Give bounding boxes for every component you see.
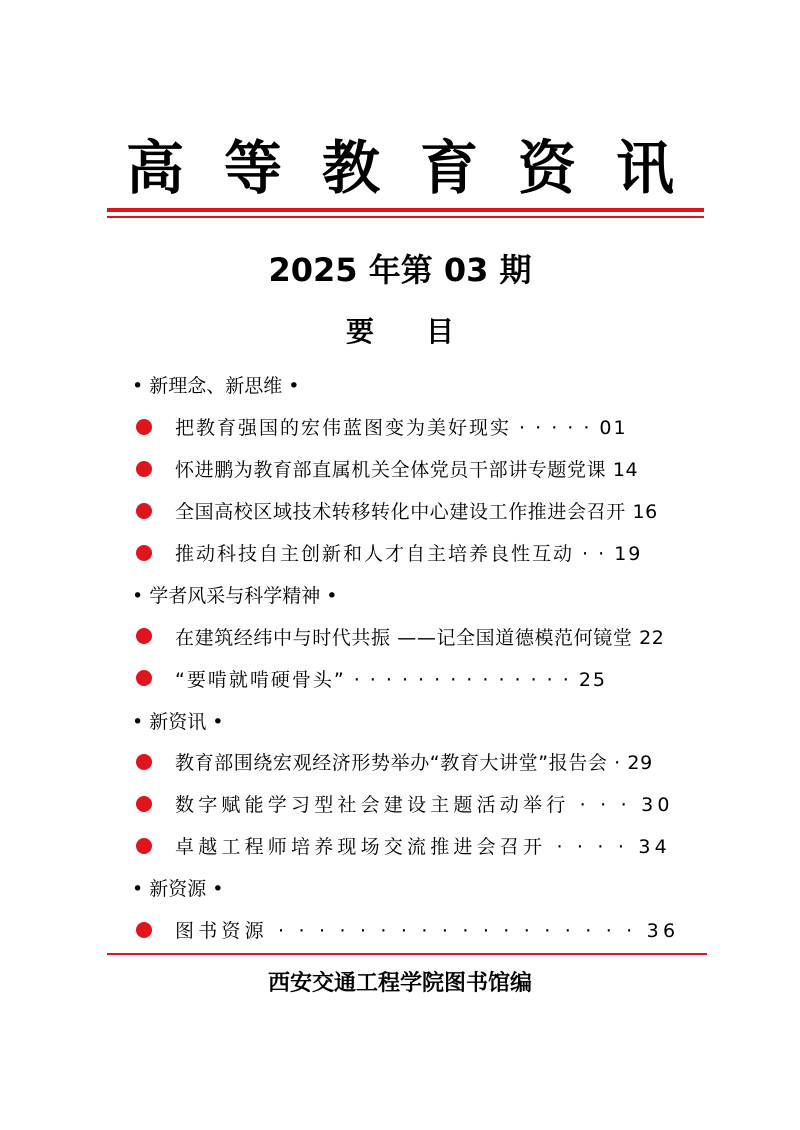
toc-item[interactable] (130, 490, 706, 532)
toc-section (130, 364, 706, 406)
toc-item[interactable] (130, 783, 706, 825)
toc-section (130, 699, 706, 741)
footer-rule (107, 953, 707, 955)
toc-item-text[interactable]: 推动科技自主创新和人才自主培养良性互动 · · 19 (175, 543, 643, 565)
toc-item-text[interactable]: 在建筑经纬中与时代共振 ——记全国道德模范何镜堂 22 (175, 626, 665, 649)
toc-item[interactable] (130, 448, 706, 490)
toc-item-text[interactable]: 图书资源 · · · · · · · · · · · · · · · · · · 36 (175, 920, 680, 943)
masthead-rule-thick (107, 208, 704, 212)
red-bullet-icon (136, 922, 152, 938)
section-label: • 学者风采与科学精神 • (132, 584, 338, 607)
toc-item-text[interactable]: “要啃就啃硬骨头” · · · · · · · · · · · · · · 25 (175, 668, 608, 691)
issue-number: 2025 年第 03 期 (268, 251, 532, 289)
red-bullet-icon (136, 628, 152, 644)
section-label: • 新理念、新思维 • (132, 375, 300, 398)
section-label: • 新资讯 • (132, 710, 224, 733)
toc-item[interactable] (130, 615, 706, 657)
toc-item-text[interactable]: 把教育强国的宏伟蓝图变为美好现实 · · · · · 01 (175, 417, 628, 440)
table-of-contents (130, 364, 706, 950)
section-label: • 新资源 • (132, 878, 224, 901)
toc-item[interactable] (130, 657, 706, 699)
toc-section (130, 573, 706, 615)
toc-item[interactable] (130, 825, 706, 867)
red-bullet-icon (136, 503, 152, 519)
toc-item-text[interactable]: 教育部围绕宏观经济形势举办“教育大讲堂”报告会 · 29 (175, 752, 653, 775)
toc-item[interactable] (130, 909, 706, 951)
toc-item-text[interactable]: 卓越工程师培养现场交流推进会召开 · · · · 34 (175, 836, 671, 859)
red-bullet-icon (136, 796, 152, 812)
red-bullet-icon (136, 754, 152, 770)
masthead-rule-thin (107, 216, 704, 218)
contents-title-left: 要 (345, 315, 374, 348)
toc-item-text[interactable]: 数字赋能学习型社会建设主题活动举行 · · · 30 (175, 794, 674, 817)
toc-item-text[interactable]: 全国高校区域技术转移转化中心建设工作推进会召开 16 (175, 501, 658, 524)
red-bullet-icon (136, 670, 152, 686)
toc-item[interactable] (130, 532, 706, 574)
red-bullet-icon (136, 838, 152, 854)
toc-item[interactable] (130, 406, 706, 448)
toc-section (130, 867, 706, 909)
red-bullet-icon (136, 461, 152, 477)
masthead-title: 高等教育资讯 (125, 134, 714, 202)
red-bullet-icon (136, 419, 152, 435)
contents-title (0, 312, 800, 352)
red-bullet-icon (136, 545, 152, 561)
toc-item-text[interactable]: 怀进鹏为教育部直属机关全体党员干部讲专题党课 14 (175, 459, 639, 482)
contents-title-right: 目 (426, 315, 455, 348)
toc-item[interactable] (130, 741, 706, 783)
footer-publisher: 西安交通工程学院图书馆编 (267, 971, 532, 996)
